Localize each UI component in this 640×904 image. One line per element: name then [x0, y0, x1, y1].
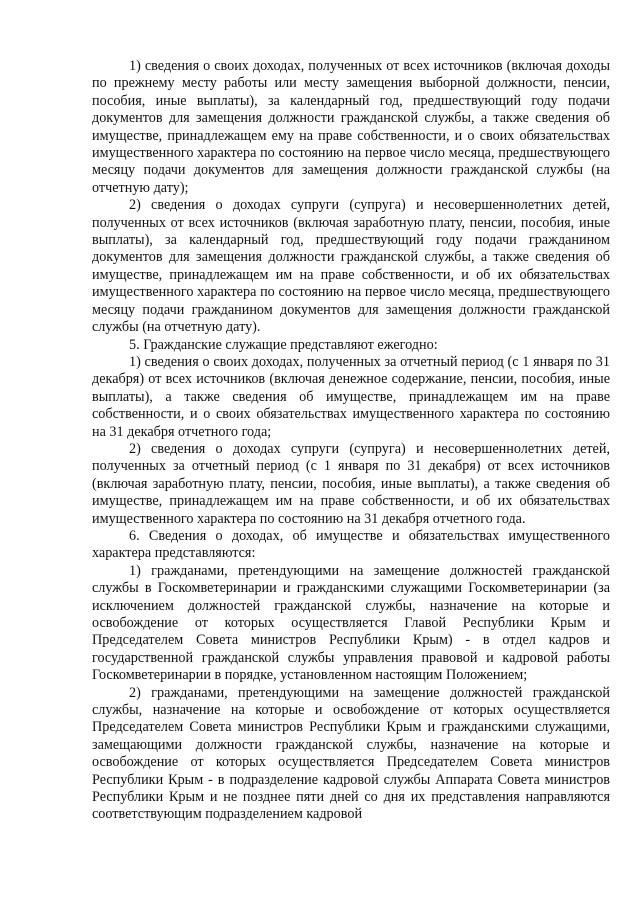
paragraph-applicant-own-income: 1) сведения о своих доходах, полученных от всех источников (включая доходы по прежнему месту работы или месту замещения выборной должности, пенсии, пособия, иные выплаты), за календарный год, предшествующий году подачи документов для замещения должности гражданской службы, а также сведения об имуществе, принадлежащем ему на праве собственности, и о своих обязательствах имущественного характера по состоянию на первое число месяца, предшествующего месяцу подачи документов для замещения должности гражданской службы (на отчетную дату); [92, 58, 610, 196]
paragraph-submission-council: 2) гражданами, претендующими на замещение должностей гражданской службы, назначение на которые и освобождение от которых осуществляется Председателем Совета министров Республики Крым и гражданскими служащими, замещающими должности гражданской службы, назначение на которые и освобождение от которых осуществляется Председателем Совета министров Республики Крым - в подразделение кадровой службы Аппарата Совета министров Республики Крым и не позднее пяти дней со дня их представления направляются соответствующим подразделением кадровой [92, 684, 610, 823]
paragraph-servant-own-income: 1) сведения о своих доходах, полученных за отчетный период (с 1 января по 31 декабря) от всех источников (включая денежное содержание, пенсии, пособия, иные выплаты), а также сведения об имуществе, принадлежащем им на праве собственности, и о своих обязательствах имущественного характера по состоянию на 31 декабря отчетного года; [92, 353, 610, 440]
paragraph-submission-gkv: 1) гражданами, претендующими на замещение должностей гражданской службы в Госкомветеринарии и гражданскими служащими Госкомветеринарии (за исключением должностей гражданской службы, назначение на которые и освобождение от которых осуществляется Главой Республики Крым и Председателем Совета министров Республики Крым) - в отдел кадров и государственной гражданской службы управления правовой и кадровой работы Госкомветеринарии в порядке, установленном настоящим Положением; [92, 562, 610, 684]
section-5-heading: 5. Гражданские служащие представляют ежегодно: [129, 336, 438, 353]
document-page [92, 58, 610, 824]
paragraph-servant-family-income: 2) сведения о доходах супруги (супруга) и несовершеннолетних детей, полученных за отчетный период (с 1 января по 31 декабря) от всех источников (включая заработную плату, пенсии, пособия, иные выплаты), а также сведения об имуществе, принадлежащем им на праве собственности, и об их обязательствах имущественного характера по состоянию на 31 декабря отчетного года. [92, 440, 610, 527]
section-6-heading: 6. Сведения о доходах, об имуществе и обязательствах имущественного характера представляются: [92, 527, 610, 562]
paragraph-applicant-family-income: 2) сведения о доходах супруги (супруга) и несовершеннолетних детей, полученных от всех источников (включая заработную плату, пенсии, пособия, иные выплаты), за календарный год, предшествующий году подачи гражданином документов для замещения должности гражданской службы, а также сведения об имуществе, принадлежащем им на праве собственности, и об их обязательствах имущественного характера по состоянию на первое число месяца, предшествующего месяцу подачи гражданином документов для замещения должности гражданской службы (на отчетную дату). [92, 197, 610, 336]
